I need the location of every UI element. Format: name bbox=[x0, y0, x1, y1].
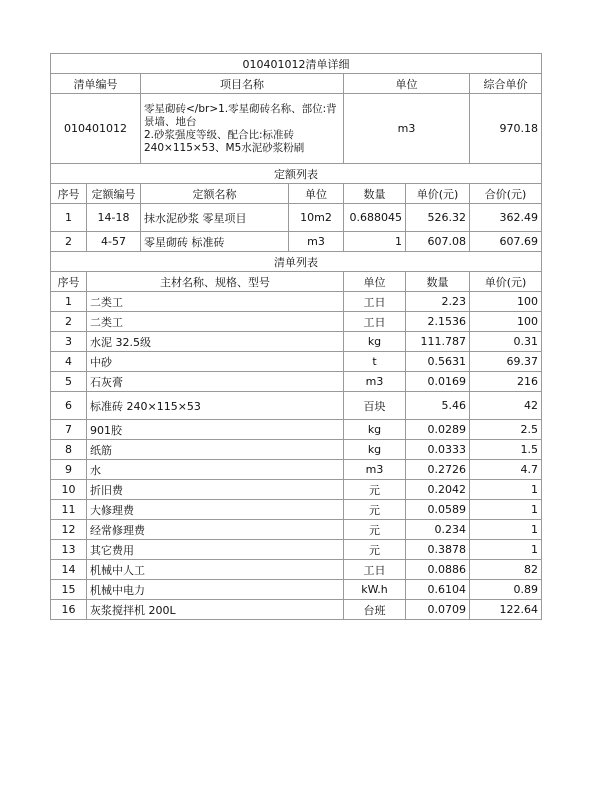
material-row bbox=[51, 352, 542, 372]
material-qty: 0.5631 bbox=[406, 352, 470, 372]
item-name-line: 零星砌砖</br>1.零星砌砖名称、部位:背景墙、地台 bbox=[144, 102, 337, 128]
material-qty: 0.0589 bbox=[406, 500, 470, 520]
quota-name: 零星砌砖 标准砖 bbox=[141, 232, 289, 252]
material-qty: 0.0289 bbox=[406, 420, 470, 440]
material-row bbox=[51, 500, 542, 520]
material-price: 1 bbox=[470, 540, 542, 560]
quota-col-header: 序号 bbox=[51, 184, 87, 204]
quota-row bbox=[51, 232, 542, 252]
material-name: 水泥 32.5级 bbox=[87, 332, 344, 352]
material-price: 69.37 bbox=[470, 352, 542, 372]
material-price: 100 bbox=[470, 312, 542, 332]
material-qty: 0.0709 bbox=[406, 600, 470, 620]
material-price: 1 bbox=[470, 480, 542, 500]
material-qty: 0.2726 bbox=[406, 460, 470, 480]
material-name: 经常修理费 bbox=[87, 520, 344, 540]
material-no: 13 bbox=[51, 540, 87, 560]
quota-unit: 10m2 bbox=[289, 204, 344, 232]
quota-name: 抹水泥砂浆 零星项目 bbox=[141, 204, 289, 232]
material-unit: 工日 bbox=[344, 560, 406, 580]
material-unit: kW.h bbox=[344, 580, 406, 600]
item-name bbox=[141, 94, 344, 164]
material-row bbox=[51, 540, 542, 560]
material-no: 6 bbox=[51, 392, 87, 420]
material-no: 14 bbox=[51, 560, 87, 580]
material-price: 1.5 bbox=[470, 440, 542, 460]
material-qty: 0.6104 bbox=[406, 580, 470, 600]
bill-header-row bbox=[51, 74, 542, 94]
quota-col-header: 单价(元) bbox=[406, 184, 470, 204]
material-unit: 台班 bbox=[344, 600, 406, 620]
material-unit: kg bbox=[344, 332, 406, 352]
material-name: 机械中电力 bbox=[87, 580, 344, 600]
item-unit: m3 bbox=[344, 94, 470, 164]
quota-col-header: 合价(元) bbox=[470, 184, 542, 204]
material-no: 9 bbox=[51, 460, 87, 480]
quota-unit: m3 bbox=[289, 232, 344, 252]
material-price: 1 bbox=[470, 520, 542, 540]
materials-col-header: 主材名称、规格、型号 bbox=[87, 272, 344, 292]
quota-qty: 0.688045 bbox=[344, 204, 406, 232]
material-qty: 0.3878 bbox=[406, 540, 470, 560]
material-price: 42 bbox=[470, 392, 542, 420]
material-no: 1 bbox=[51, 292, 87, 312]
material-price: 4.7 bbox=[470, 460, 542, 480]
quota-section-title: 定额列表 bbox=[51, 164, 542, 184]
material-price: 122.64 bbox=[470, 600, 542, 620]
materials-col-header: 单位 bbox=[344, 272, 406, 292]
material-name: 折旧费 bbox=[87, 480, 344, 500]
quota-col-header: 数量 bbox=[344, 184, 406, 204]
material-row bbox=[51, 312, 542, 332]
material-price: 2.5 bbox=[470, 420, 542, 440]
quota-price: 526.32 bbox=[406, 204, 470, 232]
material-qty: 0.234 bbox=[406, 520, 470, 540]
material-row bbox=[51, 292, 542, 312]
material-name: 901胶 bbox=[87, 420, 344, 440]
material-no: 3 bbox=[51, 332, 87, 352]
material-no: 11 bbox=[51, 500, 87, 520]
page-title: 010401012清单详细 bbox=[51, 54, 542, 74]
quota-code: 14-18 bbox=[87, 204, 141, 232]
materials-col-header: 数量 bbox=[406, 272, 470, 292]
material-no: 15 bbox=[51, 580, 87, 600]
quota-code: 4-57 bbox=[87, 232, 141, 252]
quota-total: 607.69 bbox=[470, 232, 542, 252]
material-no: 7 bbox=[51, 420, 87, 440]
material-unit: 元 bbox=[344, 540, 406, 560]
material-unit: m3 bbox=[344, 460, 406, 480]
material-price: 1 bbox=[470, 500, 542, 520]
quota-price: 607.08 bbox=[406, 232, 470, 252]
bill-detail-table bbox=[50, 53, 542, 620]
material-name: 其它费用 bbox=[87, 540, 344, 560]
name-header: 项目名称 bbox=[141, 74, 344, 94]
item-name-line: 240×115×53、M5水泥砂浆粉刷 bbox=[144, 141, 305, 154]
material-name: 二类工 bbox=[87, 292, 344, 312]
material-unit: 工日 bbox=[344, 312, 406, 332]
material-name: 纸筋 bbox=[87, 440, 344, 460]
material-qty: 0.0886 bbox=[406, 560, 470, 580]
material-unit: 百块 bbox=[344, 392, 406, 420]
material-row bbox=[51, 332, 542, 352]
material-row bbox=[51, 460, 542, 480]
material-qty: 0.0169 bbox=[406, 372, 470, 392]
material-unit: t bbox=[344, 352, 406, 372]
material-unit: m3 bbox=[344, 372, 406, 392]
bill-item-row bbox=[51, 94, 542, 164]
material-qty: 0.0333 bbox=[406, 440, 470, 460]
material-no: 8 bbox=[51, 440, 87, 460]
material-row bbox=[51, 372, 542, 392]
quota-row bbox=[51, 204, 542, 232]
material-row bbox=[51, 420, 542, 440]
material-row bbox=[51, 580, 542, 600]
quota-no: 2 bbox=[51, 232, 87, 252]
material-qty: 2.1536 bbox=[406, 312, 470, 332]
material-no: 4 bbox=[51, 352, 87, 372]
material-row bbox=[51, 440, 542, 460]
code-header: 清单编号 bbox=[51, 74, 141, 94]
materials-col-header: 单价(元) bbox=[470, 272, 542, 292]
material-row bbox=[51, 560, 542, 580]
material-name: 灰浆搅拌机 200L bbox=[87, 600, 344, 620]
material-no: 2 bbox=[51, 312, 87, 332]
material-price: 0.89 bbox=[470, 580, 542, 600]
material-no: 10 bbox=[51, 480, 87, 500]
material-unit: 元 bbox=[344, 520, 406, 540]
material-unit: 元 bbox=[344, 500, 406, 520]
price-header: 综合单价 bbox=[470, 74, 542, 94]
materials-section-title: 清单列表 bbox=[51, 252, 542, 272]
material-price: 0.31 bbox=[470, 332, 542, 352]
material-row bbox=[51, 392, 542, 420]
material-unit: 元 bbox=[344, 480, 406, 500]
quota-qty: 1 bbox=[344, 232, 406, 252]
item-code: 010401012 bbox=[51, 94, 141, 164]
material-no: 5 bbox=[51, 372, 87, 392]
quota-no: 1 bbox=[51, 204, 87, 232]
material-qty: 111.787 bbox=[406, 332, 470, 352]
material-name: 大修理费 bbox=[87, 500, 344, 520]
material-price: 216 bbox=[470, 372, 542, 392]
material-no: 12 bbox=[51, 520, 87, 540]
item-name-line: 2.砂浆强度等级、配合比:标准砖 bbox=[144, 128, 295, 141]
materials-header-row bbox=[51, 272, 542, 292]
quota-total: 362.49 bbox=[470, 204, 542, 232]
material-unit: 工日 bbox=[344, 292, 406, 312]
quota-col-header: 定额编号 bbox=[87, 184, 141, 204]
material-row bbox=[51, 480, 542, 500]
quota-col-header: 单位 bbox=[289, 184, 344, 204]
material-qty: 0.2042 bbox=[406, 480, 470, 500]
material-name: 标准砖 240×115×53 bbox=[87, 392, 344, 420]
material-qty: 5.46 bbox=[406, 392, 470, 420]
item-price: 970.18 bbox=[470, 94, 542, 164]
material-name: 二类工 bbox=[87, 312, 344, 332]
material-name: 机械中人工 bbox=[87, 560, 344, 580]
material-name: 中砂 bbox=[87, 352, 344, 372]
material-row bbox=[51, 600, 542, 620]
material-unit: kg bbox=[344, 440, 406, 460]
material-price: 82 bbox=[470, 560, 542, 580]
material-no: 16 bbox=[51, 600, 87, 620]
quota-header-row bbox=[51, 184, 542, 204]
material-qty: 2.23 bbox=[406, 292, 470, 312]
unit-header: 单位 bbox=[344, 74, 470, 94]
material-row bbox=[51, 520, 542, 540]
materials-col-header: 序号 bbox=[51, 272, 87, 292]
quota-col-header: 定额名称 bbox=[141, 184, 289, 204]
material-name: 石灰膏 bbox=[87, 372, 344, 392]
material-name: 水 bbox=[87, 460, 344, 480]
material-price: 100 bbox=[470, 292, 542, 312]
material-unit: kg bbox=[344, 420, 406, 440]
